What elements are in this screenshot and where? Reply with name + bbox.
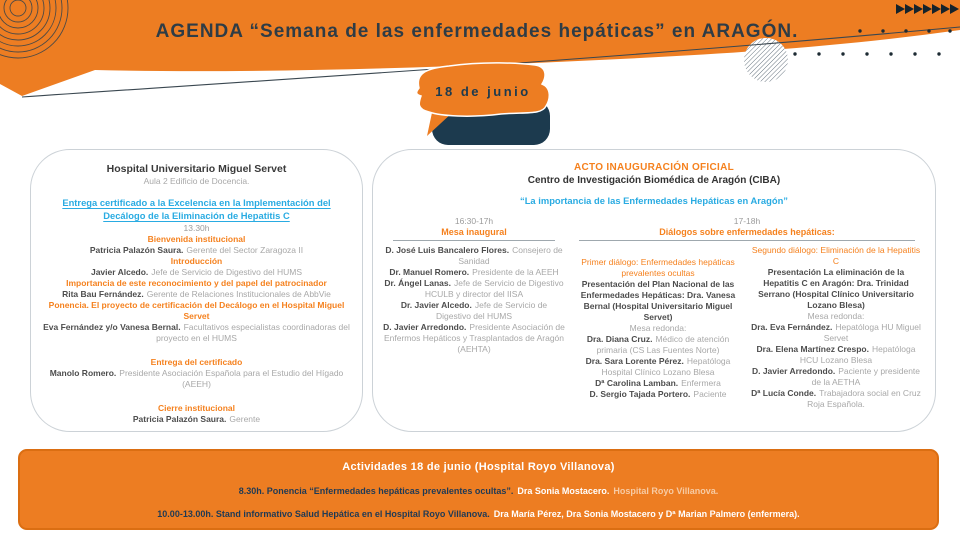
speaker-name: D. Javier Arredondo. bbox=[751, 366, 836, 376]
agenda-item bbox=[40, 278, 353, 300]
speaker-name: Manolo Romero. bbox=[49, 368, 117, 378]
speaker-role: Presidente Asociación de Enfermos Hepáticos y Trasplantados de Aragón (AEHTA) bbox=[383, 322, 565, 354]
speaker-role: Gerente bbox=[229, 414, 261, 424]
right-panel-subtitle: Centro de Investigación Biomédica de Aragón (CIBA) bbox=[527, 175, 781, 186]
speaker-name: Dª Lucía Conde. bbox=[751, 388, 817, 398]
speaker-role: Consejero de Sanidad bbox=[458, 245, 563, 266]
speaker-line bbox=[573, 334, 743, 356]
speaker-role: Paciente bbox=[693, 389, 727, 399]
speaker-line bbox=[383, 322, 565, 355]
speaker-role: Trabajadora social en Cruz Roja Española. bbox=[807, 388, 921, 409]
right-panel-title: ACTO INAUGURACIÓN OFICIAL bbox=[573, 162, 735, 173]
speaker-name: Rita Bau Fernández. bbox=[62, 289, 144, 299]
item-heading: Ponencia. El proyecto de certificación del Decálogo en el Hospital Miguel Servet bbox=[48, 300, 345, 321]
speaker-role: Jefe de Servicio de Digestivo del HUMS bbox=[151, 267, 303, 277]
speaker-role: Médico de atención primaria (CS Las Fuentes Norte) bbox=[596, 334, 730, 355]
page-title: AGENDA “Semana de las enfermedades hepáticas” en ARAGÓN. bbox=[155, 21, 799, 42]
speaker-name: Dr. Javier Alcedo. bbox=[400, 300, 472, 310]
panel-acto-inauguracion bbox=[372, 149, 936, 432]
speaker-name: Dª Carolina Lamban. bbox=[595, 378, 679, 388]
agenda-item bbox=[40, 403, 353, 425]
dialog-column-primer bbox=[569, 245, 747, 410]
item-heading: Introducción bbox=[170, 256, 223, 266]
speaker-line bbox=[383, 300, 565, 322]
agenda-item bbox=[40, 234, 353, 256]
speaker-line bbox=[573, 378, 743, 389]
speaker-line bbox=[573, 356, 743, 378]
agenda-item bbox=[40, 357, 353, 390]
item-heading: Bienvenida institucional bbox=[147, 234, 246, 244]
dialog-column-segundo bbox=[747, 245, 925, 410]
speaker-role: Presidente Asociación Española para el Estudio del Hígado (AEEH) bbox=[119, 368, 344, 389]
agenda-item bbox=[40, 300, 353, 344]
speaker-name: Dra. Sara Lorente Pérez. bbox=[585, 356, 684, 366]
activity-place-text: Hospital Royo Villanova. bbox=[613, 486, 719, 496]
dialog-title: Segundo diálogo: Eliminación de la Hepatitis C bbox=[751, 245, 921, 266]
speaker-role: Facultativos especialistas coordinadoras del proyecto en el HUMS bbox=[156, 322, 350, 343]
speaker-name: Dr. Ángel Lanas. bbox=[384, 278, 451, 288]
speaker-role: Presidente de la AEEH bbox=[472, 267, 559, 277]
speaker-role: Hepatóloga HU Miguel Servet bbox=[823, 322, 921, 343]
item-heading: Entrega del certificado bbox=[150, 357, 243, 367]
item-heading: Cierre institucional bbox=[158, 403, 235, 413]
activity-row bbox=[20, 509, 937, 519]
speaker-role: Gerente del Sector Zaragoza II bbox=[186, 245, 304, 255]
speaker-role: Gerente de Relaciones Institucionales de AbbVie bbox=[146, 289, 331, 299]
item-speaker-line bbox=[40, 414, 353, 425]
speaker-name: Patricia Palazón Saura. bbox=[132, 414, 227, 424]
speaker-line bbox=[751, 366, 921, 388]
speaker-role: Jefe de Servicio de Digestivo HCULB y director del IISA bbox=[424, 278, 564, 299]
speaker-name: Dr. Manuel Romero. bbox=[389, 267, 470, 277]
dialog-presentation: Presentación La eliminación de la Hepatitis C en Aragón: Dra. Trinidad Serrano (Hospital Clínico Universitario Lozano Blesa) bbox=[758, 267, 914, 310]
activity-time-text: 8.30h. Ponencia “Enfermedades hepáticas prevalentes ocultas”. bbox=[238, 486, 514, 496]
section-time: 16:30-17h bbox=[454, 216, 494, 226]
speaker-line bbox=[383, 267, 565, 278]
agenda-item bbox=[40, 256, 353, 278]
speaker-role: Enfermera bbox=[681, 378, 721, 388]
item-speaker-line bbox=[40, 289, 353, 300]
right-panel-theme: “La importancia de las Enfermedades Hepáticas en Aragón” bbox=[520, 195, 788, 206]
item-speaker-line bbox=[40, 368, 353, 390]
section-dialogos bbox=[567, 216, 927, 410]
activity-row bbox=[20, 486, 937, 496]
speaker-name: Eva Fernández y/o Vanesa Bernal. bbox=[43, 322, 181, 332]
activity-speaker-text: Dra María Pérez, Dra Sonia Mostacero y Dª Marian Palmero (enfermera). bbox=[493, 509, 800, 519]
left-panel-time: 13.30h bbox=[183, 223, 210, 233]
speaker-name: D. Sergio Tajada Portero. bbox=[589, 389, 691, 399]
item-speaker-line bbox=[40, 267, 353, 278]
left-panel-subtitle: Aula 2 Edificio de Docencia. bbox=[143, 176, 250, 186]
item-heading: Importancia de este reconocimiento y del papel del patrocinador bbox=[66, 278, 327, 288]
speaker-name: Patricia Palazón Saura. bbox=[89, 245, 184, 255]
dialog-presentation: Presentación del Plan Nacional de las Enfermedades Hepáticas: Dra. Vanesa Bernal (Hospital Universitario Miguel Servet) bbox=[580, 279, 736, 322]
round-table-label: Mesa redonda: bbox=[629, 323, 687, 333]
speaker-name: Dra. Elena Martínez Crespo. bbox=[756, 344, 869, 354]
section-heading: Mesa inaugural bbox=[393, 227, 555, 241]
item-speaker-line bbox=[40, 322, 353, 344]
dialog-title: Primer diálogo: Enfermedades hepáticas prevalentes ocultas bbox=[581, 257, 735, 278]
speaker-name: Javier Alcedo. bbox=[90, 267, 149, 277]
speaker-line bbox=[573, 389, 743, 400]
date-badge bbox=[405, 60, 575, 150]
date-badge-label: 18 de junio bbox=[435, 84, 531, 99]
section-time: 17-18h bbox=[733, 216, 761, 226]
activity-time-text: 10.00-13.00h. Stand informativo Salud Hepática en el Hospital Royo Villanova. bbox=[157, 509, 490, 519]
speaker-line bbox=[383, 278, 565, 300]
panel-hospital-miguel-servet bbox=[30, 149, 363, 432]
round-table-label: Mesa redonda: bbox=[807, 311, 865, 321]
speaker-line bbox=[751, 322, 921, 344]
left-panel-title: Hospital Universitario Miguel Servet bbox=[106, 163, 287, 175]
speaker-name: Dra. Eva Fernández. bbox=[751, 322, 833, 332]
certificate-link[interactable]: Entrega certificado a la Excelencia en la Implementación del Decálogo de la Eliminación de Hepatitis C bbox=[62, 197, 331, 221]
activities-box bbox=[18, 449, 939, 530]
section-mesa-inaugural bbox=[381, 216, 567, 410]
speaker-role: Jefe de Servicio de Digestivo del HUMS bbox=[435, 300, 548, 321]
speaker-role: Hepatóloga HCU Lozano Blesa bbox=[799, 344, 916, 365]
activity-speaker-text: Dra Sonia Mostacero. bbox=[517, 486, 610, 496]
speaker-name: D. Javier Arredondo. bbox=[383, 322, 467, 332]
item-speaker-line bbox=[40, 245, 353, 256]
speaker-name: D. José Luis Bancalero Flores. bbox=[385, 245, 510, 255]
speaker-line bbox=[383, 245, 565, 267]
speaker-line bbox=[751, 388, 921, 410]
section-heading: Diálogos sobre enfermedades hepáticas: bbox=[579, 227, 915, 241]
speaker-role: Paciente y presidente de la AETHA bbox=[811, 366, 921, 387]
speaker-name: Dra. Diana Cruz. bbox=[586, 334, 653, 344]
speech-bubble-icon bbox=[405, 60, 575, 150]
speaker-role: Hepatóloga Hospital Clínico Lozano Blesa bbox=[601, 356, 731, 377]
activities-title: Actividades 18 de junio (Hospital Royo Villanova) bbox=[342, 461, 615, 473]
speaker-line bbox=[751, 344, 921, 366]
